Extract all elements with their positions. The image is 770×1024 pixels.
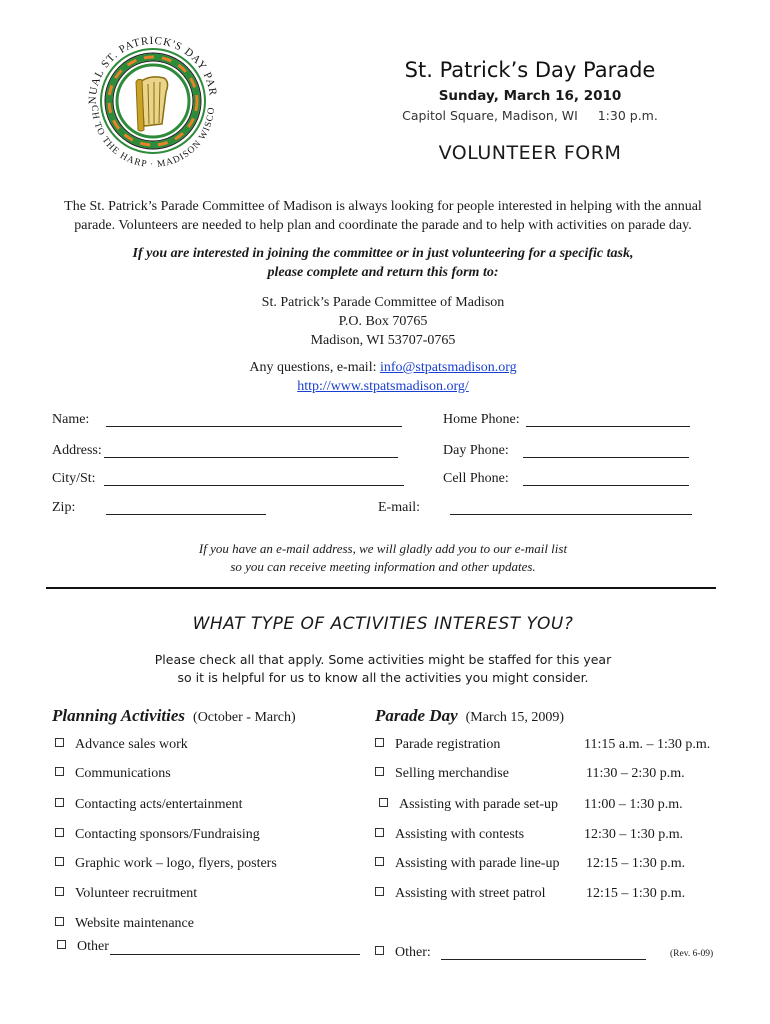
parade-item-label: Selling merchandise bbox=[395, 766, 509, 781]
email-label: E-mail: bbox=[378, 500, 420, 515]
planning-item-label: Website maintenance bbox=[75, 916, 194, 931]
address-label: Address: bbox=[52, 443, 102, 458]
checkbox[interactable] bbox=[57, 940, 66, 949]
parade-item-time: 12:15 – 1:30 p.m. bbox=[586, 856, 686, 871]
cell-phone-field[interactable] bbox=[523, 485, 689, 486]
checkbox[interactable] bbox=[379, 798, 388, 807]
planning-item[interactable] bbox=[55, 797, 243, 813]
checkbox[interactable] bbox=[375, 767, 384, 776]
home-phone-field[interactable] bbox=[526, 426, 690, 427]
checkbox[interactable] bbox=[375, 946, 384, 955]
planning-other-label: Other bbox=[77, 939, 109, 954]
instructions-line-1: If you are interested in joining the committee or in just volunteering for a specific task, bbox=[132, 246, 634, 261]
parade-item[interactable] bbox=[375, 827, 524, 843]
planning-item-label: Contacting acts/entertainment bbox=[75, 797, 243, 812]
parade-item-label: Assisting with contests bbox=[395, 827, 525, 842]
parade-item[interactable] bbox=[375, 856, 559, 872]
address-line-1: St. Patrick’s Parade Committee of Madison bbox=[261, 295, 505, 310]
parade-period: (March 15, 2009) bbox=[465, 710, 564, 725]
checkbox[interactable] bbox=[375, 887, 384, 896]
parade-item-label: Assisting with parade line-up bbox=[395, 856, 560, 871]
checkbox[interactable] bbox=[55, 738, 64, 747]
parade-item-time: 11:15 a.m. – 1:30 p.m. bbox=[584, 737, 711, 752]
address-field[interactable] bbox=[104, 457, 398, 458]
parade-item[interactable] bbox=[375, 886, 546, 902]
planning-other-field[interactable] bbox=[110, 954, 360, 955]
planning-item-label: Graphic work – logo, flyers, posters bbox=[75, 856, 277, 871]
parade-item-time: 12:15 – 1:30 p.m. bbox=[586, 886, 686, 901]
parade-item-time: 11:30 – 2:30 p.m. bbox=[586, 766, 685, 781]
email-list-note bbox=[48, 540, 718, 576]
planning-item[interactable] bbox=[55, 916, 194, 932]
zip-field[interactable] bbox=[106, 514, 266, 515]
planning-item[interactable] bbox=[55, 856, 277, 872]
logo-ring-top-text: NUAL ST. PATRICK'S DAY PAR bbox=[86, 34, 219, 105]
activities-note bbox=[48, 651, 718, 687]
cell-phone-label: Cell Phone: bbox=[443, 471, 509, 486]
event-title: St. Patrick’s Day Parade bbox=[404, 58, 656, 82]
address-line-3: Madison, WI 53707-0765 bbox=[310, 333, 456, 348]
checkbox[interactable] bbox=[55, 767, 64, 776]
parade-item[interactable] bbox=[375, 766, 509, 782]
parade-other-label: Other: bbox=[395, 945, 431, 960]
event-date: Sunday, March 16, 2010 bbox=[438, 88, 622, 104]
checkbox[interactable] bbox=[55, 887, 64, 896]
instructions-line-2: please complete and return this form to: bbox=[267, 265, 499, 280]
planning-heading bbox=[52, 706, 296, 726]
parade-logo bbox=[78, 26, 228, 176]
checkbox[interactable] bbox=[375, 828, 384, 837]
city-field[interactable] bbox=[104, 485, 404, 486]
activities-title: WHAT TYPE OF ACTIVITIES INTEREST YOU? bbox=[192, 614, 574, 634]
form-title: VOLUNTEER FORM bbox=[438, 142, 622, 164]
zip-label: Zip: bbox=[52, 500, 76, 515]
planning-item[interactable] bbox=[55, 886, 197, 902]
website-link[interactable]: http://www.stpatsmadison.org/ bbox=[297, 379, 469, 394]
activities-note-line-2: so it is helpful for us to know all the activities you might consider. bbox=[177, 670, 589, 685]
home-phone-label: Home Phone: bbox=[443, 412, 520, 427]
email-field[interactable] bbox=[450, 514, 692, 515]
mailing-address bbox=[48, 293, 718, 350]
planning-item-label: Volunteer recruitment bbox=[75, 886, 198, 901]
planning-title: Planning Activities bbox=[52, 706, 186, 725]
planning-item-label: Advance sales work bbox=[75, 737, 188, 752]
address-line-2: P.O. Box 70765 bbox=[338, 314, 428, 329]
parade-other-field[interactable] bbox=[441, 959, 646, 960]
planning-item-label: Communications bbox=[75, 766, 171, 781]
planning-item[interactable] bbox=[55, 766, 171, 782]
contact-prefix: Any questions, e-mail: bbox=[249, 360, 377, 375]
parade-item-label: Parade registration bbox=[395, 737, 501, 752]
email-note-line-1: If you have an e-mail address, we will gladly add you to our e-mail list bbox=[198, 541, 568, 556]
activities-note-line-1: Please check all that apply. Some activities might be staffed for this year bbox=[154, 652, 612, 667]
checkbox[interactable] bbox=[375, 857, 384, 866]
checkbox[interactable] bbox=[55, 857, 64, 866]
email-note-line-2: so you can receive meeting information and other updates. bbox=[230, 559, 536, 574]
harp-icon bbox=[136, 77, 168, 131]
planning-item[interactable] bbox=[55, 827, 260, 843]
checkbox[interactable] bbox=[375, 738, 384, 747]
name-label: Name: bbox=[52, 412, 90, 427]
planning-item-other[interactable] bbox=[57, 939, 109, 955]
checkbox[interactable] bbox=[55, 917, 64, 926]
day-phone-field[interactable] bbox=[523, 457, 689, 458]
parade-item-other[interactable] bbox=[375, 945, 431, 961]
revision-note: (Rev. 6-09) bbox=[670, 949, 714, 959]
planning-item-label: Contacting sponsors/Fundraising bbox=[75, 827, 260, 842]
parade-item[interactable] bbox=[375, 737, 500, 753]
parade-item-time: 12:30 – 1:30 p.m. bbox=[584, 827, 684, 842]
email-link[interactable]: info@stpatsmadison.org bbox=[379, 360, 517, 375]
parade-item[interactable] bbox=[379, 797, 558, 813]
planning-period: (October - March) bbox=[193, 710, 296, 725]
checkbox[interactable] bbox=[55, 798, 64, 807]
intro-paragraph: The St. Patrick’s Parade Committee of Madison is always looking for people interested in helping with the annual parade. Volunteers are needed to help plan and coordinate the parade and to help with activities on parade day. bbox=[64, 199, 702, 233]
instructions bbox=[48, 244, 718, 282]
section-divider bbox=[46, 587, 716, 589]
contact-info bbox=[48, 358, 718, 396]
parade-item-time: 11:00 – 1:30 p.m. bbox=[584, 797, 683, 812]
planning-item[interactable] bbox=[55, 737, 188, 753]
event-location: Capitol Square, Madison, WI 1:30 p.m. bbox=[402, 108, 658, 123]
parade-title: Parade Day bbox=[375, 706, 458, 725]
day-phone-label: Day Phone: bbox=[443, 443, 509, 458]
checkbox[interactable] bbox=[55, 828, 64, 837]
city-label: City/St: bbox=[52, 471, 96, 486]
name-field[interactable] bbox=[106, 426, 402, 427]
parade-item-label: Assisting with parade set-up bbox=[399, 797, 559, 812]
parade-item-label: Assisting with street patrol bbox=[395, 886, 546, 901]
logo-ring-bottom-text: CH TO THE HARP · MADISON WISCO bbox=[88, 104, 218, 171]
parade-day-heading bbox=[375, 706, 564, 726]
